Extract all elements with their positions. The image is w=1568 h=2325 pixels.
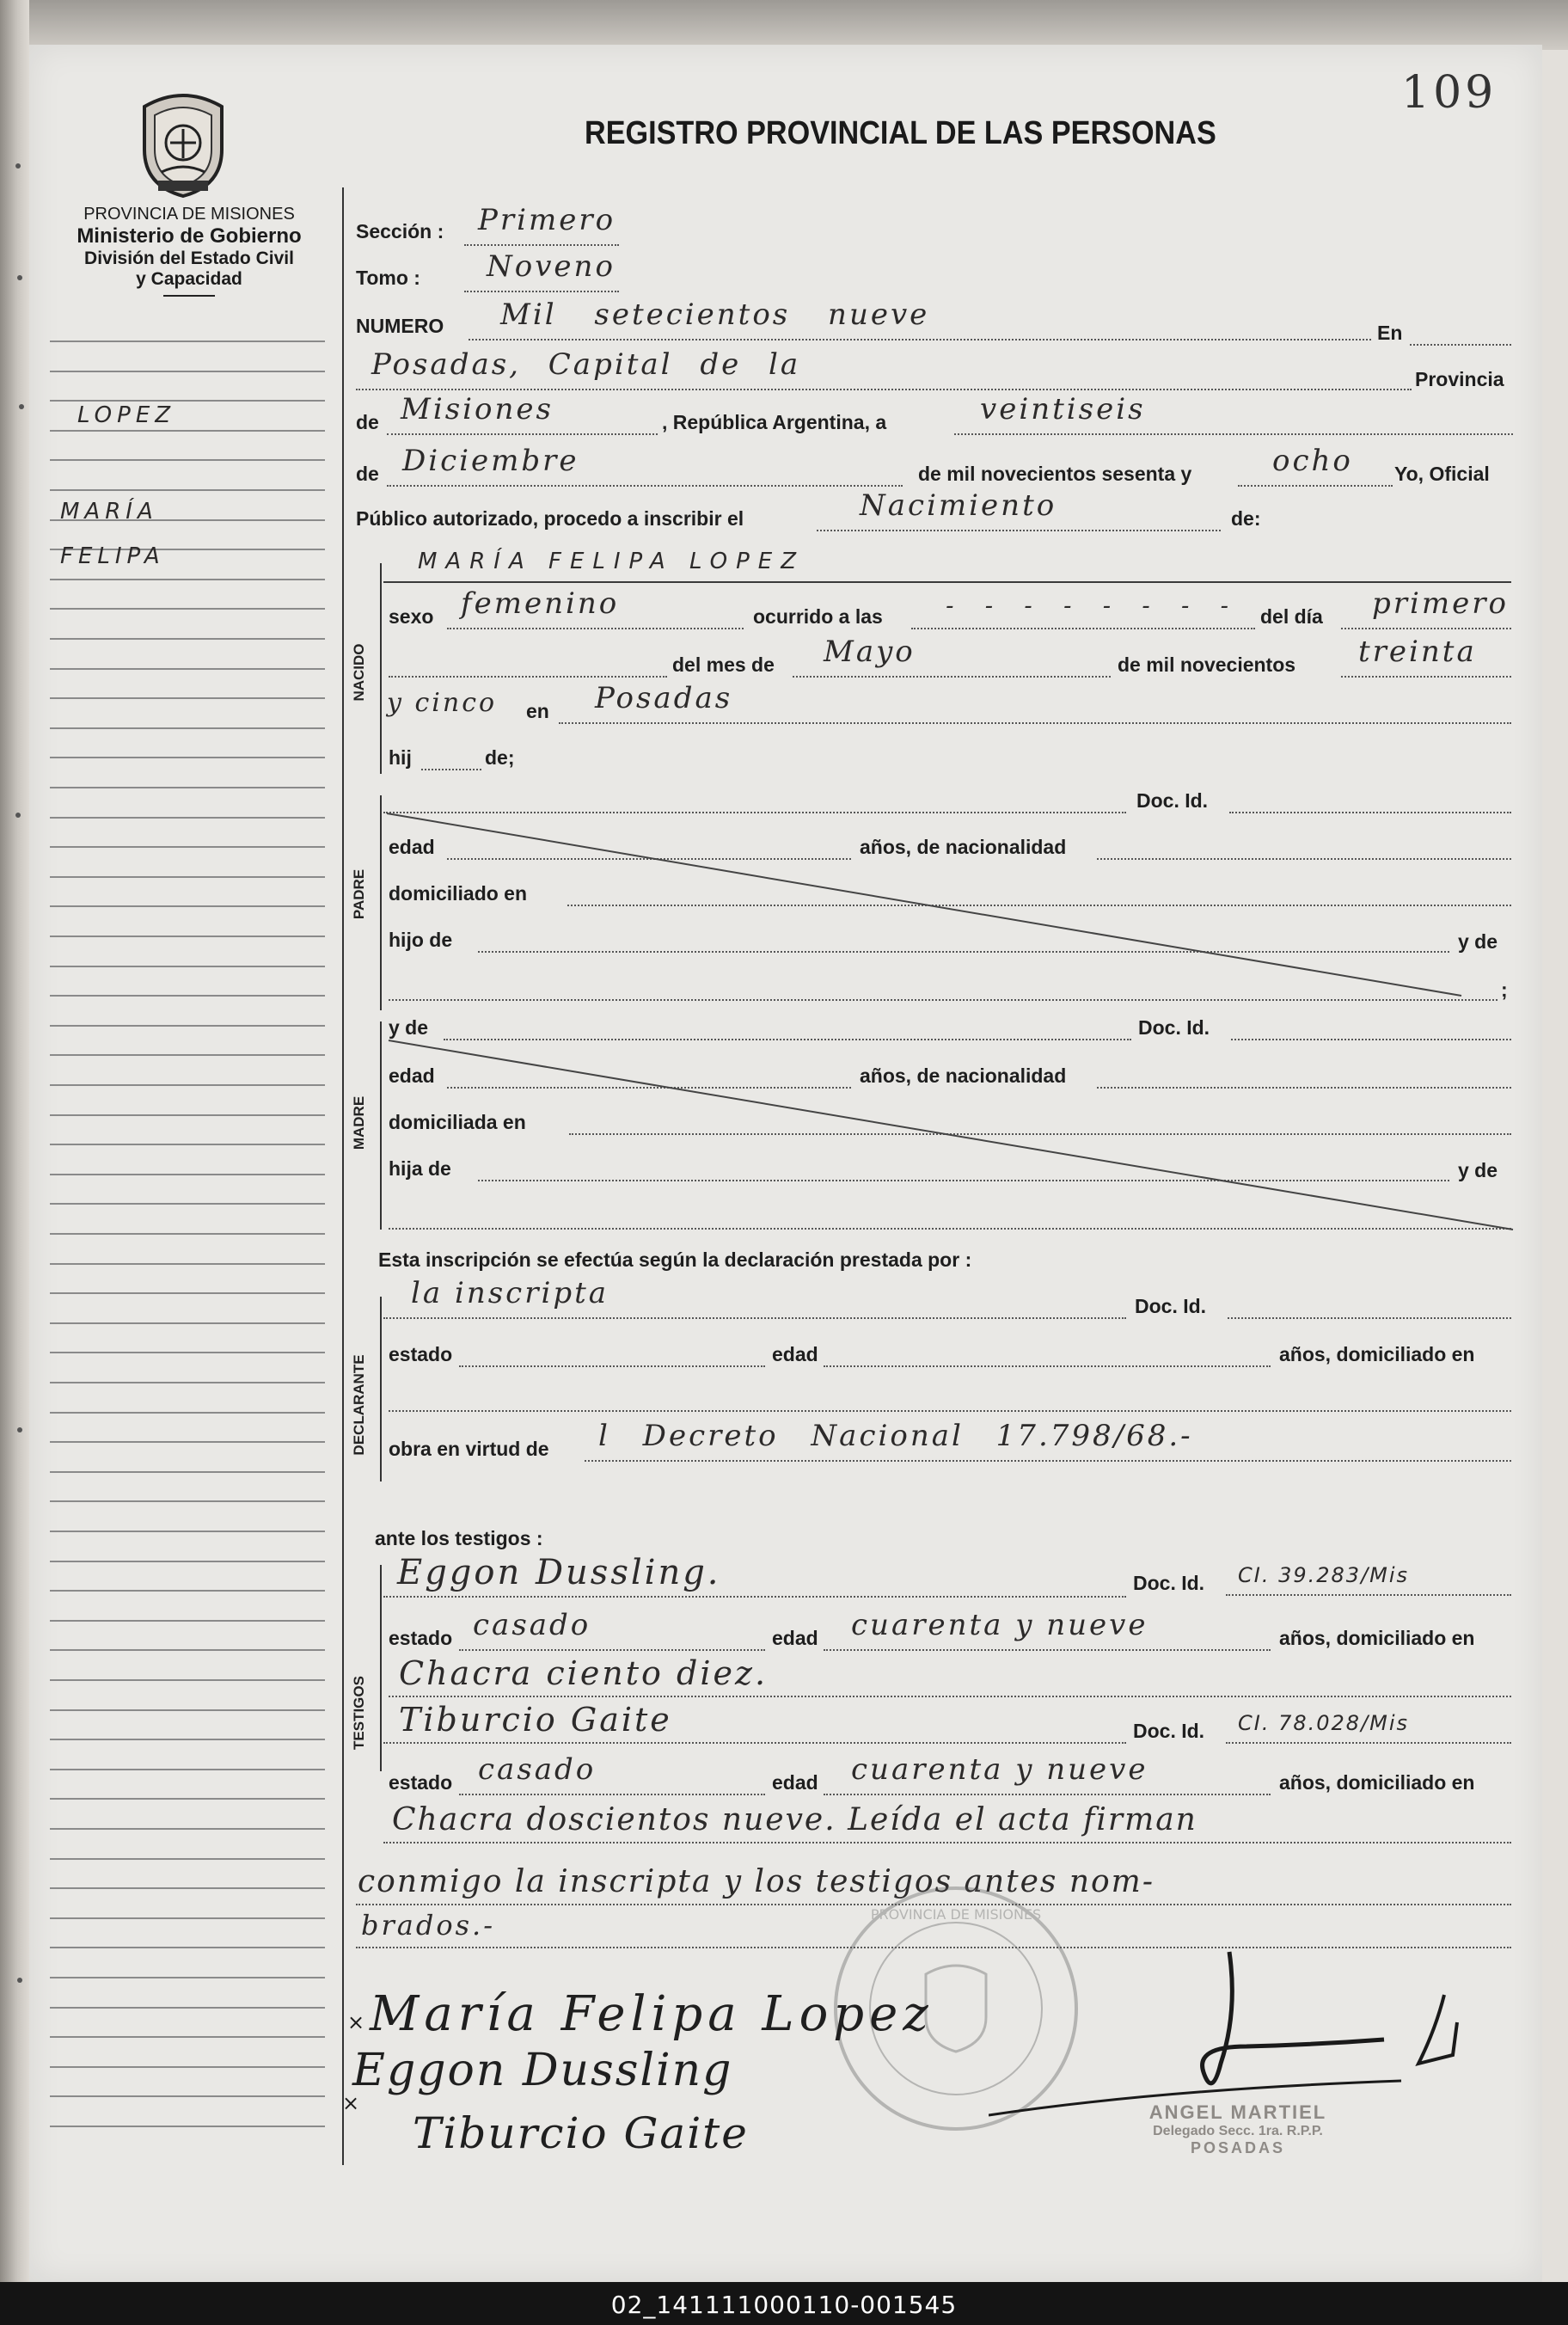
- issuer-capacity: y Capacidad: [136, 269, 242, 289]
- provincia-label: Provincia: [1415, 368, 1504, 390]
- official-stamp: [1083, 2101, 1393, 2157]
- declarante-value: la inscripta: [411, 1276, 609, 1310]
- declarante-edad-line: [824, 1365, 1271, 1367]
- seccion-value: Primero: [478, 203, 616, 237]
- margin-rule: [50, 2066, 325, 2068]
- page-title: REGISTRO PROVINCIAL DE LAS PERSONAS: [585, 115, 1216, 151]
- t2-name-line: [383, 1742, 1126, 1744]
- margin-rule: [50, 1679, 325, 1681]
- t1-estado-label: estado: [389, 1627, 453, 1649]
- t1-doc-label: Doc. Id.: [1133, 1572, 1205, 1594]
- declarante-intro: Esta inscripción se efectúa según la declaración prestada por :: [378, 1248, 972, 1271]
- t1-estado: casado: [473, 1608, 591, 1642]
- official-stamp-role: Delegado Secc. 1ra. R.P.P.: [1153, 2124, 1323, 2138]
- anio-value-2: y cinco: [387, 688, 498, 718]
- signature-x-mark: ×: [342, 2091, 360, 2115]
- t2-estado-line: [459, 1794, 765, 1795]
- oficial-label: Yo, Oficial: [1394, 463, 1490, 485]
- en-nacido-label: en: [526, 700, 549, 722]
- t1-edad-label: edad: [772, 1627, 818, 1649]
- margin-rule: [50, 1382, 325, 1383]
- provincia-value: Misiones: [401, 392, 554, 426]
- margin-rule: [50, 1798, 325, 1800]
- t2-edad-line: [824, 1794, 1271, 1795]
- padre-hijo-label: hijo de: [389, 929, 453, 951]
- t1-domicilio: Chacra ciento diez.: [399, 1654, 769, 1692]
- margin-rule: [50, 1858, 325, 1860]
- page-number: 109: [1401, 67, 1498, 119]
- t2-estado-label: estado: [389, 1771, 453, 1794]
- act-value: Nacimiento: [860, 488, 1057, 523]
- obra-line: [585, 1460, 1511, 1462]
- sexo-label: sexo: [389, 605, 434, 628]
- margin-rule: [50, 1561, 325, 1562]
- day-value: veintiseis: [980, 392, 1146, 426]
- t1-doc: CI. 39.283/Mis: [1238, 1563, 1410, 1587]
- declarante-label: DECLARANTE: [351, 1354, 367, 1456]
- declarante-name-line: [383, 1317, 1126, 1319]
- t2-doc: CI. 78.028/Mis: [1238, 1711, 1410, 1735]
- margin-name-1: MARÍA: [60, 499, 158, 525]
- padre-end-mark: ;: [1501, 978, 1508, 1001]
- margin-rule: [50, 2126, 325, 2127]
- nacido-full-name: MARÍA FELIPA LOPEZ: [418, 549, 805, 574]
- margin-rule: [50, 2007, 325, 2009]
- declarante-section-border: [380, 1297, 382, 1481]
- testigos-intro: ante los testigos :: [375, 1527, 543, 1549]
- t1-name: Eggon Dussling.: [397, 1553, 721, 1592]
- margin-rule: [50, 1590, 325, 1592]
- margin-rule: [50, 1322, 325, 1324]
- lugar-value: Posadas: [595, 681, 733, 715]
- binding-hole: [17, 1427, 22, 1432]
- madre-y-de2-label: y de: [1458, 1159, 1498, 1181]
- margin-rule: [50, 1769, 325, 1770]
- official-stamp-city: POSADAS: [1190, 2139, 1285, 2156]
- madre-domicilio-label: domiciliada en: [389, 1111, 526, 1133]
- de-colon-label: de:: [1231, 507, 1261, 530]
- t2-domicilio-label: años, domiciliado en: [1279, 1771, 1475, 1794]
- margin-rule: [50, 1887, 325, 1889]
- t1-name-line: [383, 1596, 1126, 1598]
- publico-label: Público autorizado, procedo a inscribir el: [356, 507, 744, 530]
- margin-rule: [50, 1620, 325, 1622]
- padre-edad-label: edad: [389, 836, 435, 858]
- madre-y-de-label: y de: [389, 1016, 429, 1039]
- obra-label: obra en virtud de: [389, 1438, 549, 1460]
- month-value: Diciembre: [402, 444, 579, 478]
- closing-text-1: conmigo la inscripta y los testigos antes nom-: [358, 1864, 1155, 1899]
- margin-rule: [50, 1649, 325, 1651]
- margin-rule: [50, 1471, 325, 1473]
- margin-rule: [50, 1917, 325, 1919]
- de-label-2: de: [356, 463, 379, 485]
- declarante-estado-line: [459, 1365, 765, 1367]
- hij-de-label: de;: [485, 746, 515, 769]
- mes-value: Mayo: [824, 635, 916, 669]
- year-value: ocho: [1272, 444, 1353, 478]
- en-label: En: [1377, 322, 1403, 344]
- margin-rule: [50, 1412, 325, 1414]
- declarante-doc-line: [1228, 1317, 1511, 1319]
- margin-rule: [50, 1709, 325, 1711]
- signature-x-mark: ×: [347, 2010, 365, 2034]
- padre-domicilio-label: domiciliado en: [389, 882, 528, 905]
- binding-hole: [17, 1978, 22, 1983]
- issuer-province: PROVINCIA DE MISIONES: [83, 205, 295, 224]
- signature-3: Tiburcio Gaite: [413, 2108, 749, 2158]
- place-value: Posadas, Capital de la: [371, 347, 801, 382]
- issuer-division: División del Estado Civil: [84, 248, 294, 268]
- margin-surname: LOPEZ: [77, 402, 176, 428]
- declarante-estado-label: estado: [389, 1343, 453, 1365]
- padre-y-de-label: y de: [1458, 930, 1498, 953]
- declarante-domicilio-line: [389, 1410, 1511, 1412]
- t2-domicilio-line: [383, 1842, 1511, 1843]
- hij-label: hij: [389, 746, 412, 769]
- t1-estado-line: [459, 1649, 765, 1651]
- signature-2: Eggon Dussling: [352, 2045, 733, 2096]
- tomo-label: Tomo :: [356, 267, 420, 289]
- t2-edad-label: edad: [772, 1771, 818, 1794]
- margin-rule: [50, 1352, 325, 1353]
- testigos-label: TESTIGOS: [351, 1676, 367, 1750]
- file-id-bar: [0, 2282, 1568, 2325]
- margin-rule: [50, 1947, 325, 1948]
- t1-domicilio-line: [389, 1696, 1511, 1697]
- margin-rule: [50, 1441, 325, 1443]
- margin-rule: [50, 1500, 325, 1502]
- margin-rule: [50, 2095, 325, 2097]
- republica-label: , República Argentina, a: [662, 411, 887, 433]
- sexo-value: femenino: [461, 586, 620, 621]
- margin-rule: [50, 1739, 325, 1740]
- seccion-label: Sección :: [356, 220, 444, 242]
- nacido-label: NACIDO: [351, 643, 367, 702]
- hora-value: - - - - - - - -: [946, 593, 1240, 619]
- madre-label: MADRE: [351, 1095, 367, 1150]
- tomo-value: Noveno: [487, 249, 616, 284]
- padre-doc-label: Doc. Id.: [1136, 789, 1209, 812]
- t2-doc-line: [1226, 1742, 1511, 1744]
- madre-nacionalidad-label: años, de nacionalidad: [860, 1064, 1067, 1087]
- margin-rule: [50, 1292, 325, 1294]
- declarante-doc-label: Doc. Id.: [1135, 1295, 1207, 1317]
- margin-rule: [50, 1828, 325, 1830]
- t2-estado: casado: [478, 1752, 597, 1787]
- t2-name: Tiburcio Gaite: [399, 1701, 672, 1739]
- file-id: 02_141111000110-001545: [610, 2291, 958, 2319]
- t2-edad: cuarenta y nueve: [851, 1752, 1148, 1787]
- madre-hija-label: hija de: [389, 1157, 451, 1180]
- anio-value: treinta: [1358, 635, 1477, 669]
- t1-domicilio-label: años, domiciliado en: [1279, 1627, 1475, 1649]
- signature-1: María Felipa Lopez: [370, 1986, 934, 2042]
- t1-edad: cuarenta y nueve: [851, 1608, 1148, 1642]
- t1-edad-line: [824, 1649, 1271, 1651]
- madre-doc-label: Doc. Id.: [1138, 1016, 1210, 1039]
- closing-text-2: brados.-: [361, 1909, 496, 1942]
- numero-label: NUMERO: [356, 315, 444, 337]
- official-stamp-name: ANGEL MARTIEL: [1148, 2101, 1327, 2123]
- margin-rule: [50, 1977, 325, 1978]
- padre-nacionalidad-label: años, de nacionalidad: [860, 836, 1067, 858]
- year-label: de mil novecientos sesenta y: [918, 463, 1192, 485]
- de-label: de: [356, 411, 379, 433]
- del-dia-label: del día: [1260, 605, 1323, 628]
- del-mes-label: del mes de: [672, 653, 775, 676]
- ocurrido-label: ocurrido a las: [753, 605, 883, 628]
- numero-value: Mil setecientos nueve: [500, 298, 930, 332]
- declarante-edad-label: edad: [772, 1343, 818, 1365]
- margin-name-2: FELIPA: [60, 543, 165, 569]
- declarante-domicilio-label: años, domiciliado en: [1279, 1343, 1475, 1365]
- obra-value: l Decreto Nacional 17.798/68.-: [598, 1419, 1193, 1453]
- margin-rule: [50, 1531, 325, 1532]
- seal-text: PROVINCIA DE MISIONES: [870, 1906, 1042, 1923]
- margin-rule: [50, 2036, 325, 2038]
- padre-label: PADRE: [351, 868, 367, 920]
- t2-doc-label: Doc. Id.: [1133, 1720, 1205, 1742]
- madre-edad-label: edad: [389, 1064, 435, 1087]
- testigos-section-border: [380, 1565, 382, 1771]
- dia-value: primero: [1372, 586, 1509, 621]
- t2-domicilio: Chacra doscientos nueve. Leída el acta firman: [392, 1802, 1197, 1837]
- mil-novecientos-label: de mil novecientos: [1118, 653, 1296, 676]
- t1-doc-line: [1226, 1594, 1511, 1596]
- issuer-ministry: Ministerio de Gobierno: [77, 224, 302, 248]
